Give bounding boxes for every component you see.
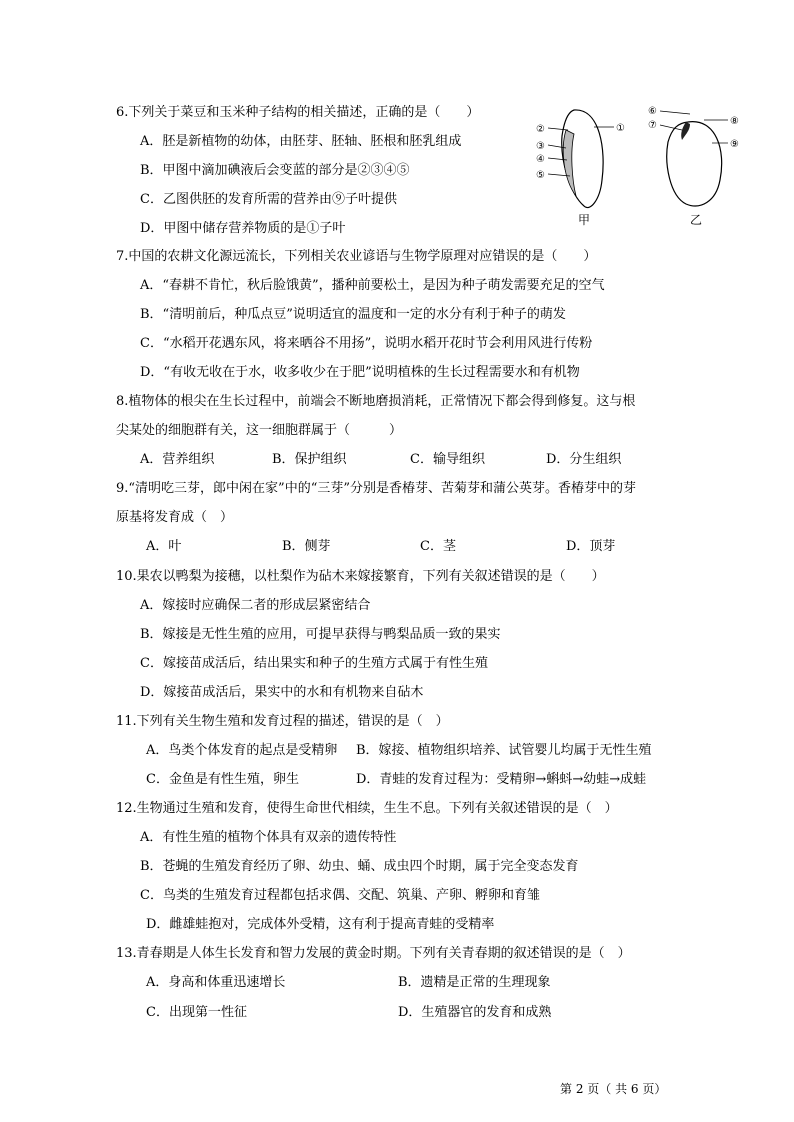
question-11-option-b: B．嫁接、植物组织培养、试管婴儿均属于无性生殖	[356, 743, 652, 758]
question-7-option-c: C．“水稻开花遇东风，将来晒谷不用扬”，说明水稻开花时节会利用风进行传粉	[140, 336, 593, 351]
question-7-option-d: D．“有收无收在于水，收多收少在于肥”说明植株的生长过程需要水和有机物	[140, 365, 580, 380]
question-6-option-c: C．乙图供胚的发育所需的营养由⑨子叶提供	[140, 192, 397, 207]
question-10-option-c: C．嫁接苗成活后，结出果实和种子的生殖方式属于有性生殖	[140, 656, 488, 671]
question-9-option-a: A．叶	[146, 539, 182, 554]
bean-seed-outline	[667, 122, 722, 206]
jia-mark-2: ②	[536, 124, 545, 135]
yi-mark-7: ⑦	[648, 120, 657, 131]
yi-mark-6: ⑥	[648, 106, 657, 117]
question-11-option-d: D．青蛙的发育过程为：受精卵→蝌蚪→幼蛙→成蛙	[356, 772, 647, 787]
question-13-option-d: D．生殖器官的发育和成熟	[398, 1005, 552, 1020]
figure-label-jia: 甲	[578, 213, 591, 227]
question-13-stem: 13.青春期是人体生长发育和智力发展的黄金时期。下列有关青春期的叙述错误的是（ ）	[116, 946, 631, 961]
question-8-option-a: A．营养组织	[140, 452, 215, 467]
question-11-option-a: A．鸟类个体发育的起点是受精卵	[146, 743, 338, 758]
jia-mark-5: ⑤	[536, 170, 545, 181]
question-10-option-a: A．嫁接时应确保二者的形成层紧密结合	[140, 598, 371, 613]
bean-embryo-shape	[681, 122, 690, 140]
question-10-stem: 10.果农以鸭梨为接穗，以杜梨作为砧木来嫁接繁育，下列有关叙述错误的是（ ）	[116, 569, 605, 584]
corn-embryo-shape	[563, 130, 576, 196]
question-13-option-c: C．出现第一性征	[146, 1005, 247, 1020]
question-10-option-b: B．嫁接是无性生殖的应用，可提早获得与鸭梨品质一致的果实	[140, 627, 501, 642]
question-13-option-a: A．身高和体重迅速增长	[146, 975, 286, 990]
question-6-option-b: B．甲图中滴加碘液后会变蓝的部分是②③④⑤	[140, 163, 410, 178]
question-12-stem: 12.生物通过生殖和发育，使得生命世代相续，生生不息。下列有关叙述错误的是（ ）	[116, 801, 618, 816]
question-11-option-c: C．金鱼是有性生殖，卵生	[146, 772, 299, 787]
yi-mark-9: ⑨	[730, 139, 739, 150]
question-9-stem-cont: 原基将发育成（ ）	[116, 510, 234, 525]
yi-mark-8: ⑧	[730, 116, 739, 127]
question-8-option-c: C．输导组织	[410, 452, 485, 467]
question-13-option-b: B．遗精是正常的生理现象	[398, 975, 551, 990]
page-number-footer: 第 2 页（ 共 6 页）	[560, 1082, 667, 1096]
question-6-stem: 6.下列关于菜豆和玉米种子结构的相关描述，正确的是（ ）	[116, 105, 480, 120]
question-9-option-c: C．茎	[420, 539, 456, 554]
question-10-option-d: D．嫁接苗成活后，果实中的水和有机物来自砧木	[140, 685, 424, 700]
question-8-stem-cont: 尖某处的细胞群有关，这一细胞群属于（ ）	[116, 423, 403, 438]
question-12-option-d: D．雌雄蛙抱对，完成体外受精，这有利于提高青蛙的受精率	[146, 917, 495, 932]
question-9-stem: 9.“清明吃三芽，郎中闲在家”中的“三芽”分别是香椿芽、苦菊芽和蒲公英芽。香椿芽中的芽	[116, 481, 636, 496]
question-8-stem: 8.植物体的根尖在生长过程中，前端会不断地磨损消耗，正常情况下都会得到修复。这与根	[116, 394, 636, 409]
question-8-option-b: B．保护组织	[272, 452, 347, 467]
jia-mark-1: ①	[616, 123, 625, 134]
question-6-option-a: A．胚是新植物的幼体，由胚芽、胚轴、胚根和胚乳组成	[140, 134, 462, 149]
figure-label-yi: 乙	[690, 213, 703, 227]
seed-structure-figure	[530, 100, 750, 230]
question-9-option-d: D．顶芽	[566, 539, 616, 554]
jia-mark-4: ④	[536, 154, 545, 165]
question-12-option-a: A．有性生殖的植物个体具有双亲的遗传特性	[140, 830, 397, 845]
question-9-option-b: B．侧芽	[282, 539, 331, 554]
question-7-option-b: B．“清明前后，种瓜点豆”说明适宜的温度和一定的水分有利于种子的萌发	[140, 307, 566, 322]
question-7-option-a: A．“春耕不肯忙，秋后脸饿黄”，播种前要松土，是因为种子萌发需要充足的空气	[140, 278, 605, 293]
question-7-stem: 7.中国的农耕文化源远流长，下列相关农业谚语与生物学原理对应错误的是（ ）	[116, 249, 597, 264]
question-8-option-d: D．分生组织	[546, 452, 622, 467]
question-12-option-c: C．鸟类的生殖发育过程都包括求偶、交配、筑巢、产卵、孵卵和育雏	[140, 888, 540, 903]
question-6-option-d: D．甲图中储存营养物质的是①子叶	[140, 221, 346, 236]
question-12-option-b: B．苍蝇的生殖发育经历了卵、幼虫、蛹、成虫四个时期，属于完全变态发育	[140, 859, 579, 874]
question-11-stem: 11.下列有关生物生殖和发育过程的描述，错误的是（ ）	[116, 714, 449, 729]
jia-mark-3: ③	[536, 141, 545, 152]
